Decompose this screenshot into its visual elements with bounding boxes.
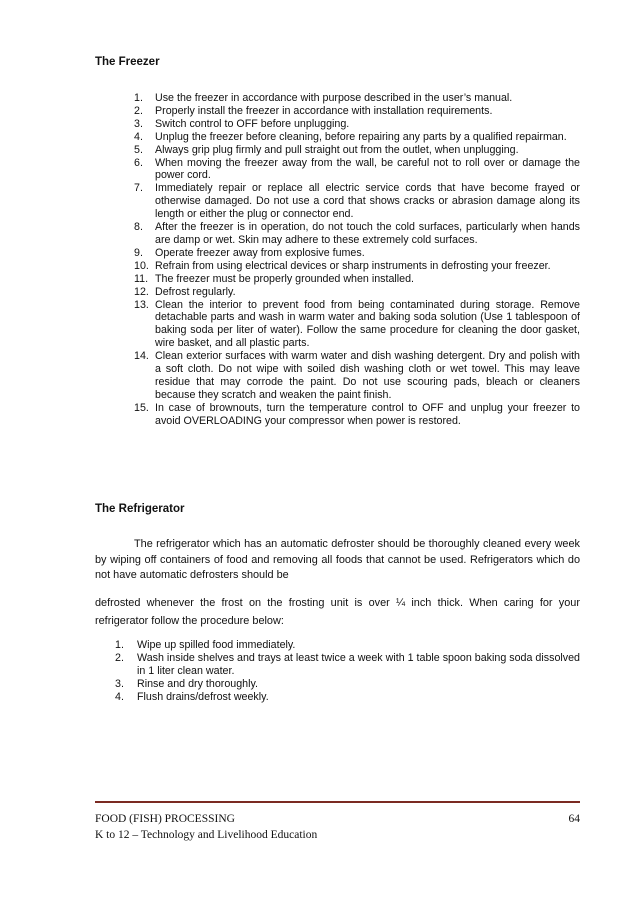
item-number: 8. (134, 221, 143, 234)
item-text: When moving the freezer away from the wall, be careful not to roll over or damage the power cord. (155, 156, 580, 182)
item-number: 6. (134, 156, 143, 169)
list-item (134, 118, 580, 131)
item-number: 13. (134, 298, 149, 311)
footer-divider (95, 801, 580, 803)
item-text: In case of brownouts, turn the temperature control to OFF and unplug your freezer to avoid OVERLOADING your compressor when power is restored. (155, 401, 580, 427)
item-text: Always grip plug firmly and pull straight out from the outlet, when unplugging. (155, 143, 519, 156)
item-text: Flush drains/defrost weekly. (137, 690, 269, 703)
list-item (134, 350, 580, 402)
item-text: Unplug the freezer before cleaning, before repairing any parts by a qualified repairman. (155, 130, 567, 143)
refrigerator-heading: The Refrigerator (95, 503, 185, 515)
list-item (134, 144, 580, 157)
list-item (134, 105, 580, 118)
footer-line-2: K to 12 – Technology and Livelihood Education (95, 829, 318, 841)
list-item (134, 247, 580, 260)
item-number: 5. (134, 143, 143, 156)
footer-course-title: FOOD (FISH) PROCESSING (95, 813, 235, 825)
item-text: The freezer must be properly grounded when installed. (155, 272, 415, 285)
list-item (134, 402, 580, 428)
list-item (115, 639, 580, 652)
item-text: Refrain from using electrical devices or sharp instruments in defrosting your freezer. (155, 259, 551, 272)
item-text: Operate freezer away from explosive fumes. (155, 246, 365, 259)
item-text: Clean exterior surfaces with warm water and dish washing detergent. Dry and polish with a soft cloth. Do not wipe with soiled dish washing cloth or wet towel. This may leave residue that may corrode the paint. Do not use scouring pads, bleach or cleaners because they scratch and weaken the paint finish. (155, 350, 580, 401)
item-number: 11. (134, 272, 149, 285)
item-number: 10. (134, 259, 149, 272)
freezer-heading: The Freezer (95, 56, 160, 68)
item-number: 3. (115, 677, 124, 690)
list-item (134, 157, 580, 183)
item-number: 3. (134, 117, 143, 130)
item-number: 15. (134, 401, 149, 414)
item-number: 2. (134, 104, 143, 117)
item-number: 12. (134, 285, 149, 298)
item-text: Use the freezer in accordance with purpose described in the user’s manual. (155, 92, 513, 104)
item-text: Switch control to OFF before unplugging. (155, 117, 350, 130)
list-item (134, 299, 580, 351)
item-text: Immediately repair or replace all electric service cords that have become frayed or otherwise damaged. Do not use a cord that shows cracks or abrasion damage along its length or either the plug or connector end. (155, 182, 580, 221)
freezer-list (134, 92, 580, 428)
refrigerator-paragraph-2: defrosted whenever the frost on the frosting unit is over ¼ inch thick. When caring for your refrigerator follow the procedure below: (95, 597, 580, 627)
list-item (115, 691, 580, 704)
refrigerator-paragraph-1: The refrigerator which has an automatic defroster should be thoroughly cleaned every week by wiping off containers of food and removing all foods that cannot be used. Refrigerators which do not have automatic defrosters should be (95, 538, 580, 581)
list-item (134, 273, 580, 286)
list-item (134, 182, 580, 221)
list-item (115, 652, 580, 678)
item-number: 4. (134, 130, 143, 143)
item-number: 1. (134, 92, 143, 104)
item-text: Clean the interior to prevent food from being contaminated during storage. Remove detachable parts and wash in warm water and baking soda solution (Use 1 tablespoon of baking soda per liter of water). Follow the same procedure for cleaning the door gasket, wire basket, and all plastic parts. (155, 298, 580, 350)
item-number: 4. (115, 690, 124, 703)
item-number: 1. (115, 639, 124, 651)
list-item (115, 678, 580, 691)
item-number: 7. (134, 182, 143, 195)
item-text: Defrost regularly. (155, 285, 236, 298)
item-text: After the freezer is in operation, do not touch the cold surfaces, particularly when hands are damp or wet. Skin may adhere to these extremely cold surfaces. (155, 221, 580, 246)
list-item (134, 221, 580, 247)
refrigerator-list (115, 639, 580, 704)
list-item (134, 92, 580, 105)
item-text: Rinse and dry thoroughly. (137, 677, 258, 690)
item-text: Wash inside shelves and trays at least twice a week with 1 table spoon baking soda dissolved in 1 liter clean water. (137, 651, 580, 677)
list-item (134, 131, 580, 144)
list-item (134, 260, 580, 273)
item-number: 9. (134, 246, 143, 259)
item-number: 14. (134, 350, 149, 363)
item-number: 2. (115, 651, 124, 664)
item-text: Properly install the freezer in accordance with installation requirements. (155, 104, 493, 117)
list-item (134, 286, 580, 299)
item-text: Wipe up spilled food immediately. (137, 639, 296, 651)
page-number: 64 (568, 813, 580, 825)
